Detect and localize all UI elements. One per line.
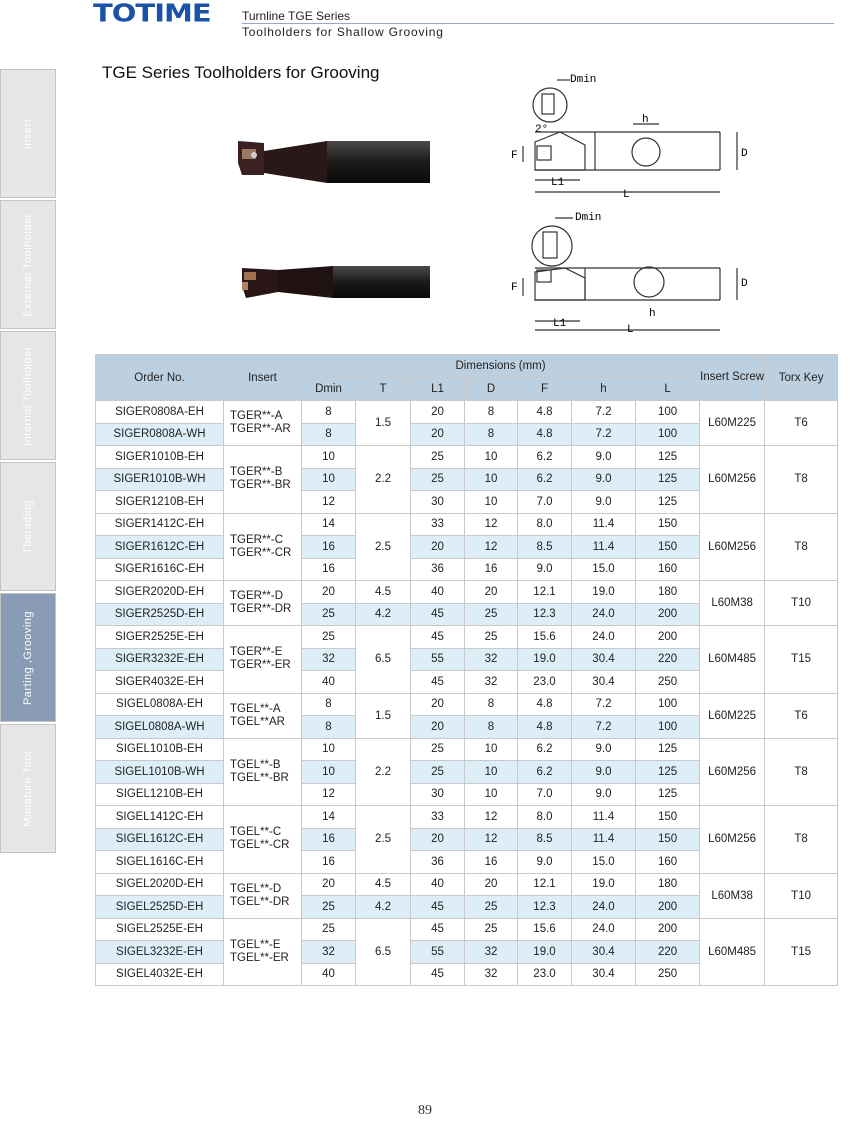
cell-dmin: 8 [302,716,356,739]
cell-l: 200 [636,918,700,941]
cell-l: 160 [636,851,700,874]
label-h: h [642,114,649,126]
side-tab-insert[interactable] [0,69,56,198]
page-title: TGE Series Toolholders for Grooving [102,63,380,82]
cell-order-no: SIGER1616C-EH [96,558,224,581]
cell-d: 10 [465,446,518,469]
cell-insert: TGER**-C TGER**-CR [224,513,302,581]
cell-h: 9.0 [572,468,636,491]
label-f: F [511,282,518,294]
cell-f: 12.1 [518,581,572,604]
cell-insert-screw: L60M256 [700,446,765,514]
cell-dmin: 16 [302,851,356,874]
cell-torx-key: T15 [765,626,838,694]
cell-l: 150 [636,806,700,829]
cell-torx-key: T6 [765,693,838,738]
cell-h: 24.0 [572,603,636,626]
cell-d: 16 [465,558,518,581]
cell-f: 4.8 [518,401,572,424]
cell-h: 15.0 [572,851,636,874]
spec-table-body [96,401,838,986]
cell-f: 4.8 [518,693,572,716]
cell-l1: 20 [411,693,465,716]
cell-torx-key: T8 [765,513,838,581]
cell-insert: TGEL**-D TGEL**-DR [224,873,302,918]
side-tab-external-toolholder[interactable] [0,200,56,329]
label-angle: 2° [535,124,549,136]
cell-order-no: SIGER4032E-EH [96,671,224,694]
cell-h: 7.2 [572,693,636,716]
cell-torx-key: T6 [765,401,838,446]
cell-l: 160 [636,558,700,581]
cell-l1: 25 [411,738,465,761]
cell-l: 125 [636,761,700,784]
cell-f: 6.2 [518,761,572,784]
cell-d: 32 [465,941,518,964]
cell-torx-key: T8 [765,446,838,514]
label-l1: L1 [551,177,565,189]
cell-l: 100 [636,423,700,446]
cell-h: 9.0 [572,761,636,784]
cell-insert: TGER**-D TGER**-DR [224,581,302,626]
cell-dmin: 25 [302,603,356,626]
header-torx-key: Torx Key [765,355,838,401]
header-t: T [356,378,411,401]
table-row [96,513,838,536]
cell-dmin: 32 [302,941,356,964]
cell-dmin: 14 [302,513,356,536]
toolholder-photo-1 [232,133,432,185]
cell-l1: 36 [411,851,465,874]
cell-insert-screw: L60M485 [700,918,765,986]
cell-insert: TGER**-B TGER**-BR [224,446,302,514]
cell-t: 4.2 [356,896,411,919]
cell-f: 8.0 [518,806,572,829]
cell-d: 32 [465,648,518,671]
toolholder-drawing-left [505,206,765,336]
cell-h: 15.0 [572,558,636,581]
cell-l: 125 [636,738,700,761]
cell-d: 12 [465,536,518,559]
cell-t: 6.5 [356,626,411,694]
cell-dmin: 40 [302,963,356,986]
cell-dmin: 20 [302,581,356,604]
side-tab-label: Insert [22,118,34,149]
cell-insert: TGER**-E TGER**-ER [224,626,302,694]
cell-f: 6.2 [518,738,572,761]
cell-order-no: SIGEL2525E-EH [96,918,224,941]
cell-h: 9.0 [572,738,636,761]
cell-dmin: 8 [302,423,356,446]
cell-insert-screw: L60M256 [700,738,765,806]
cell-d: 8 [465,423,518,446]
cell-dmin: 25 [302,626,356,649]
cell-d: 10 [465,468,518,491]
cell-torx-key: T10 [765,581,838,626]
cell-f: 12.3 [518,896,572,919]
side-tab-threading[interactable] [0,462,56,591]
side-tab-label: External Toolholder [22,212,34,317]
cell-l: 220 [636,941,700,964]
cell-insert-screw: L60M256 [700,513,765,581]
cell-order-no: SIGEL4032E-EH [96,963,224,986]
cell-d: 16 [465,851,518,874]
cell-h: 30.4 [572,963,636,986]
cell-l: 125 [636,468,700,491]
cell-dmin: 14 [302,806,356,829]
cell-f: 15.6 [518,918,572,941]
cell-dmin: 20 [302,873,356,896]
cell-f: 15.6 [518,626,572,649]
cell-dmin: 25 [302,896,356,919]
cell-h: 7.2 [572,716,636,739]
cell-l: 180 [636,581,700,604]
cell-d: 12 [465,806,518,829]
cell-torx-key: T15 [765,918,838,986]
cell-order-no: SIGEL1010B-WH [96,761,224,784]
cell-l1: 45 [411,918,465,941]
cell-h: 30.4 [572,941,636,964]
cell-order-no: SIGER1210B-EH [96,491,224,514]
cell-order-no: SIGEL3232E-EH [96,941,224,964]
cell-f: 7.0 [518,491,572,514]
cell-order-no: SIGER1612C-EH [96,536,224,559]
cell-l1: 33 [411,513,465,536]
cell-h: 19.0 [572,873,636,896]
cell-d: 8 [465,401,518,424]
cell-insert-screw: L60M225 [700,401,765,446]
cell-l: 100 [636,693,700,716]
cell-h: 24.0 [572,918,636,941]
label-l: L [627,324,634,336]
series-label: Turnline TGE Series [242,9,351,23]
cell-t: 2.2 [356,446,411,514]
cell-l1: 40 [411,873,465,896]
cell-l: 150 [636,536,700,559]
cell-insert: TGEL**-C TGEL**-CR [224,806,302,874]
cell-dmin: 16 [302,828,356,851]
cell-l1: 20 [411,828,465,851]
cell-f: 12.3 [518,603,572,626]
cell-h: 19.0 [572,581,636,604]
header-order-no: Order No. [96,355,224,401]
cell-h: 7.2 [572,401,636,424]
cell-t: 2.2 [356,738,411,806]
table-row [96,918,838,941]
cell-h: 7.2 [572,423,636,446]
cell-l1: 45 [411,963,465,986]
cell-l: 125 [636,446,700,469]
cell-order-no: SIGER2525E-EH [96,626,224,649]
cell-d: 8 [465,693,518,716]
table-row [96,581,838,604]
cell-l: 220 [636,648,700,671]
cell-d: 25 [465,896,518,919]
cell-l1: 20 [411,716,465,739]
cell-l1: 36 [411,558,465,581]
cell-order-no: SIGER0808A-EH [96,401,224,424]
cell-h: 30.4 [572,671,636,694]
cell-f: 7.0 [518,783,572,806]
cell-d: 25 [465,918,518,941]
cell-l1: 45 [411,626,465,649]
cell-d: 10 [465,761,518,784]
cell-dmin: 8 [302,693,356,716]
cell-l: 125 [636,783,700,806]
cell-insert: TGEL**-E TGEL**-ER [224,918,302,986]
label-h: h [649,308,656,320]
cell-h: 11.4 [572,806,636,829]
cell-insert-screw: L60M485 [700,626,765,694]
cell-d: 10 [465,491,518,514]
cell-l: 100 [636,401,700,424]
cell-dmin: 12 [302,783,356,806]
cell-insert-screw: L60M38 [700,581,765,626]
cell-l1: 25 [411,446,465,469]
cell-h: 11.4 [572,828,636,851]
cell-order-no: SIGER1010B-WH [96,468,224,491]
cell-order-no: SIGER0808A-WH [96,423,224,446]
cell-d: 25 [465,626,518,649]
side-tab-label: Therading [22,499,34,554]
cell-f: 12.1 [518,873,572,896]
label-l1: L1 [553,318,567,330]
cell-f: 8.5 [518,828,572,851]
cell-l: 200 [636,896,700,919]
cell-l1: 45 [411,603,465,626]
cell-l1: 30 [411,491,465,514]
cell-l: 250 [636,963,700,986]
cell-dmin: 16 [302,558,356,581]
cell-dmin: 16 [302,536,356,559]
cell-d: 12 [465,828,518,851]
cell-d: 12 [465,513,518,536]
cell-f: 9.0 [518,851,572,874]
cell-l: 100 [636,716,700,739]
cell-l1: 20 [411,423,465,446]
label-d: D [741,148,748,160]
cell-order-no: SIGER3232E-EH [96,648,224,671]
side-tab-miniature-tool[interactable] [0,724,56,853]
cell-t: 1.5 [356,693,411,738]
cell-h: 9.0 [572,491,636,514]
cell-insert: TGER**-A TGER**-AR [224,401,302,446]
cell-d: 8 [465,716,518,739]
label-l: L [623,189,630,200]
cell-l1: 30 [411,783,465,806]
cell-order-no: SIGEL1616C-EH [96,851,224,874]
cell-l1: 25 [411,761,465,784]
cell-order-no: SIGEL0808A-EH [96,693,224,716]
cell-order-no: SIGER1010B-EH [96,446,224,469]
cell-dmin: 10 [302,761,356,784]
toolholder-photo-2 [238,262,431,300]
cell-l: 180 [636,873,700,896]
cell-t: 6.5 [356,918,411,986]
cell-t: 2.5 [356,513,411,581]
header-rule [242,23,834,24]
toolholder-drawing-right [505,70,765,200]
header-f: F [518,378,572,401]
cell-l: 150 [636,513,700,536]
spec-table [95,354,838,986]
cell-dmin: 12 [302,491,356,514]
table-row [96,693,838,716]
cell-l1: 45 [411,671,465,694]
cell-dmin: 10 [302,738,356,761]
cell-dmin: 10 [302,468,356,491]
cell-d: 20 [465,581,518,604]
table-row [96,446,838,469]
cell-dmin: 8 [302,401,356,424]
side-tab-label: Internal Toolholder [22,345,34,446]
cell-l1: 33 [411,806,465,829]
side-tab-internal-toolholder[interactable] [0,331,56,460]
table-row [96,738,838,761]
cell-l1: 20 [411,401,465,424]
brand-logo: TOTIME [93,0,211,28]
side-tab-parting-grooving[interactable] [0,593,56,722]
side-tab-label: Miniature Tool [22,750,34,827]
cell-order-no: SIGEL1210B-EH [96,783,224,806]
cell-l: 200 [636,603,700,626]
cell-torx-key: T10 [765,873,838,918]
cell-t: 2.5 [356,806,411,874]
cell-h: 24.0 [572,896,636,919]
cell-l: 125 [636,491,700,514]
cell-insert-screw: L60M225 [700,693,765,738]
table-row [96,873,838,896]
cell-d: 10 [465,738,518,761]
cell-f: 19.0 [518,648,572,671]
cell-l1: 40 [411,581,465,604]
cell-dmin: 25 [302,918,356,941]
header-dmin: Dmin [302,378,356,401]
cell-t: 4.5 [356,873,411,896]
cell-f: 4.8 [518,716,572,739]
cell-h: 24.0 [572,626,636,649]
cell-l: 250 [636,671,700,694]
cell-f: 8.0 [518,513,572,536]
cell-f: 6.2 [518,446,572,469]
cell-d: 10 [465,783,518,806]
cell-order-no: SIGEL1412C-EH [96,806,224,829]
cell-h: 9.0 [572,783,636,806]
page-number: 89 [418,1103,432,1118]
cell-order-no: SIGEL2525D-EH [96,896,224,919]
cell-l: 150 [636,828,700,851]
header-l: L [636,378,700,401]
cell-order-no: SIGER2525D-EH [96,603,224,626]
cell-l1: 45 [411,896,465,919]
cell-d: 32 [465,671,518,694]
cell-l1: 55 [411,648,465,671]
cell-t: 4.2 [356,603,411,626]
header-l1: L1 [411,378,465,401]
cell-insert-screw: L60M256 [700,806,765,874]
cell-f: 23.0 [518,671,572,694]
cell-t: 4.5 [356,581,411,604]
cell-h: 11.4 [572,513,636,536]
cell-insert: TGEL**-A TGEL**AR [224,693,302,738]
cell-order-no: SIGEL0808A-WH [96,716,224,739]
header-insert: Insert [224,355,302,401]
cell-f: 23.0 [518,963,572,986]
side-tab-label: Parting ,Grooving [22,610,34,705]
header-h: h [572,378,636,401]
cell-order-no: SIGEL2020D-EH [96,873,224,896]
label-f: F [511,150,518,162]
header-insert-screw: Insert Screw [700,355,765,401]
cell-insert: TGEL**-B TGEL**-BR [224,738,302,806]
header-dimensions: Dimensions (mm) [302,355,700,378]
cell-insert-screw: L60M38 [700,873,765,918]
cell-l1: 25 [411,468,465,491]
cell-d: 25 [465,603,518,626]
table-row [96,626,838,649]
cell-order-no: SIGEL1612C-EH [96,828,224,851]
cell-torx-key: T8 [765,738,838,806]
label-dmin: Dmin [575,212,602,224]
cell-order-no: SIGER2020D-EH [96,581,224,604]
cell-h: 30.4 [572,648,636,671]
cell-order-no: SIGEL1010B-EH [96,738,224,761]
series-subtitle: Toolholders for Shallow Grooving [242,25,444,39]
cell-f: 9.0 [518,558,572,581]
cell-dmin: 40 [302,671,356,694]
label-dmin: Dmin [570,74,597,86]
cell-h: 11.4 [572,536,636,559]
cell-f: 19.0 [518,941,572,964]
table-row [96,401,838,424]
cell-l1: 55 [411,941,465,964]
cell-l: 200 [636,626,700,649]
cell-l1: 20 [411,536,465,559]
label-d: D [741,278,748,290]
cell-d: 20 [465,873,518,896]
cell-t: 1.5 [356,401,411,446]
cell-f: 8.5 [518,536,572,559]
cell-torx-key: T8 [765,806,838,874]
cell-f: 6.2 [518,468,572,491]
cell-order-no: SIGER1412C-EH [96,513,224,536]
cell-h: 9.0 [572,446,636,469]
cell-f: 4.8 [518,423,572,446]
cell-dmin: 32 [302,648,356,671]
table-row [96,806,838,829]
header-d: D [465,378,518,401]
cell-d: 32 [465,963,518,986]
cell-dmin: 10 [302,446,356,469]
